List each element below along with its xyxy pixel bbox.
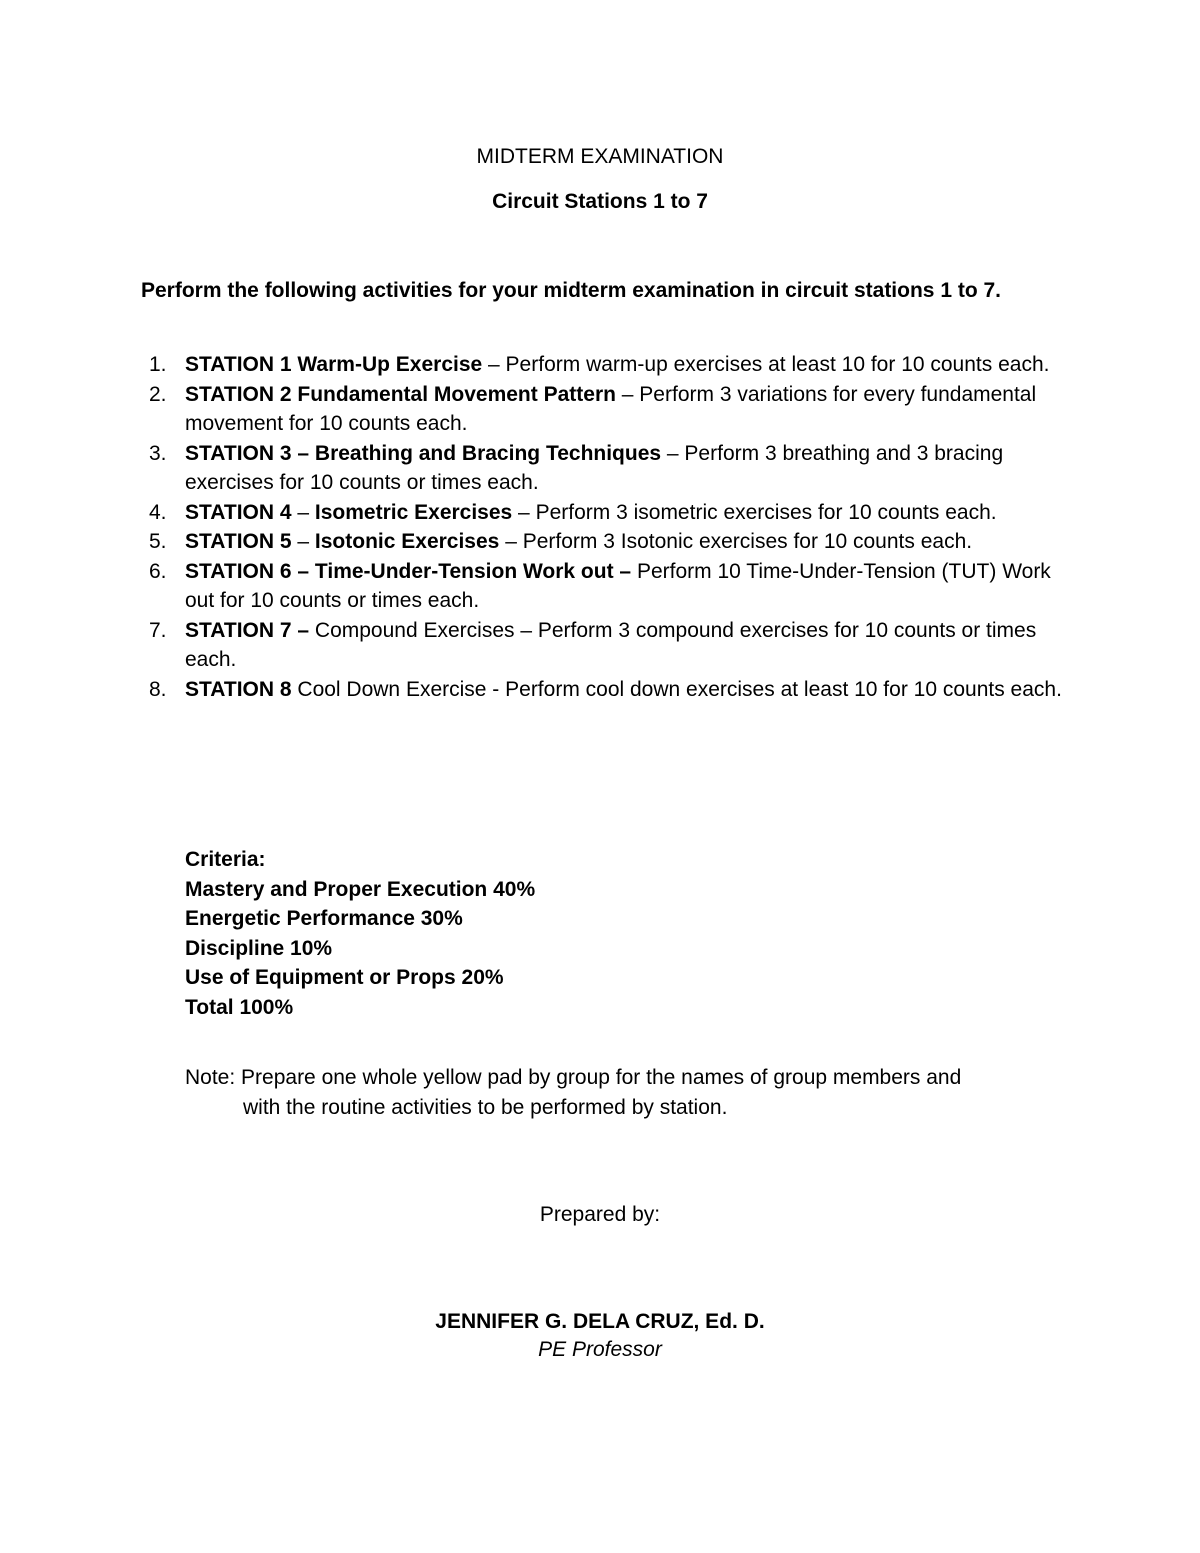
prepared-by-label: Prepared by: (539, 1203, 661, 1226)
list-item (141, 527, 1071, 557)
criteria-heading: Criteria: (185, 848, 266, 871)
instructions-intro: Perform the following activities for your midterm examination in circuit stations 1 to 7. (141, 279, 1001, 302)
list-number: 1. (149, 353, 167, 376)
list-number: 8. (149, 677, 167, 701)
station-heading: STATION 2 Fundamental Movement Pattern (185, 382, 616, 406)
list-item (141, 439, 1071, 498)
station-description: – Perform warm-up exercises at least 10 for 10 counts each. (482, 353, 1050, 376)
list-number: 3. (149, 441, 167, 465)
station-heading: STATION 7 – (185, 618, 310, 642)
list-number: 7. (149, 618, 167, 642)
station-description: – Perform 3 breathing and 3 bracing exercises for 10 counts or times each. (185, 441, 1004, 494)
station-heading-secondary: Isotonic Exercises (314, 530, 500, 553)
station-dash: – (291, 500, 315, 524)
station-heading: STATION 4 (185, 500, 292, 524)
criteria-block (185, 845, 985, 1022)
station-heading: STATION 8 (185, 677, 292, 701)
criteria-item: Mastery and Proper Execution 40% (185, 877, 536, 901)
list-item (141, 380, 1071, 439)
signer-name: JENNIFER G. DELA CRUZ, Ed. D. (435, 1310, 765, 1333)
list-item (141, 675, 1071, 705)
station-dash: – (291, 530, 315, 553)
list-item (141, 616, 1071, 675)
station-description: – Perform 3 variations for every fundamental movement for 10 counts each. (185, 382, 1037, 435)
list-number: 6. (149, 559, 167, 583)
station-heading: STATION 5 (185, 530, 292, 553)
list-item (141, 498, 1071, 528)
station-list (141, 350, 1071, 704)
criteria-item: Use of Equipment or Props 20% (185, 966, 504, 989)
station-heading: STATION 1 Warm-Up Exercise (185, 353, 483, 376)
station-heading: STATION 6 – Time-Under-Tension Work out – (185, 559, 632, 583)
station-description: – Perform 3 isometric exercises for 10 counts each. (512, 500, 997, 524)
signer-role: PE Professor (538, 1338, 662, 1361)
criteria-item: Energetic Performance 30% (185, 907, 463, 930)
station-heading: STATION 3 – Breathing and Bracing Techniques (185, 441, 662, 465)
station-description: Cool Down Exercise - Perform cool down exercises at least 10 for 10 counts each. (291, 677, 1062, 701)
note-block (185, 1063, 1065, 1122)
criteria-total: Total 100% (185, 995, 294, 1019)
note-line: Note: Prepare one whole yellow pad by group for the names of group members and (185, 1066, 962, 1089)
list-number: 5. (149, 530, 167, 553)
exam-subtitle: Circuit Stations 1 to 7 (492, 190, 708, 213)
station-heading-secondary: Isometric Exercises (314, 500, 513, 524)
list-item (141, 557, 1071, 616)
exam-title: MIDTERM EXAMINATION (476, 145, 724, 168)
station-description: – Perform 3 Isotonic exercises for 10 counts each. (499, 530, 973, 553)
criteria-item: Discipline 10% (185, 936, 333, 960)
list-item (141, 350, 1071, 380)
station-description: Compound Exercises – Perform 3 compound exercises for 10 counts or times each. (185, 618, 1037, 671)
note-line-continued: with the routine activities to be performed by station. (243, 1095, 728, 1119)
station-description: Perform 10 Time-Under-Tension (TUT) Work out for 10 counts or times each. (185, 559, 1051, 612)
list-number: 2. (149, 382, 167, 406)
list-number: 4. (149, 500, 167, 524)
